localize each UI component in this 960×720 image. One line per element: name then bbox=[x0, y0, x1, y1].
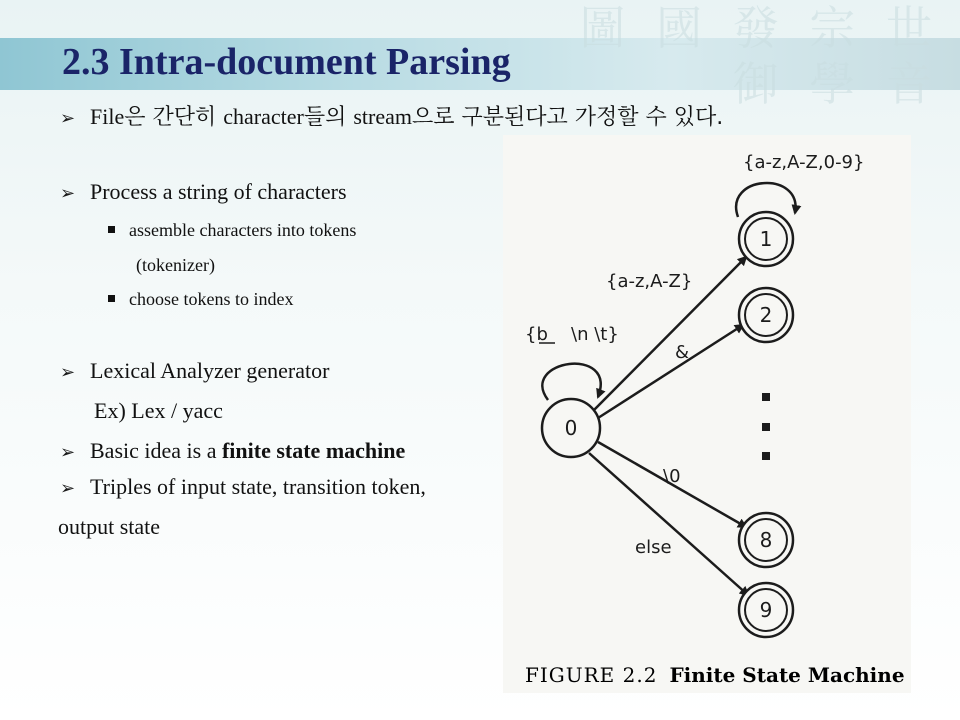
fsm-state-9 bbox=[739, 583, 793, 637]
bullet-text-bold: finite state machine bbox=[221, 438, 406, 463]
fsm-state-8 bbox=[739, 513, 793, 567]
bullet-text: File bbox=[90, 104, 125, 129]
slide-title: 2.3 Intra-document Parsing bbox=[62, 41, 511, 83]
bullet-lexical-cont bbox=[94, 398, 223, 424]
figure-caption-main: Finite State Machine bbox=[669, 663, 905, 687]
ellipsis-dot bbox=[762, 423, 770, 431]
sub-bullet-assemble bbox=[108, 220, 356, 241]
arrow-bullet-icon: ➢ bbox=[60, 108, 76, 129]
bullet-text-ko: 은 간단히 bbox=[124, 105, 224, 130]
figure-caption-lead: FIGURE 2.2 bbox=[525, 663, 658, 687]
arrow-bullet-icon: ➢ bbox=[60, 442, 76, 463]
bullet-triples-cont bbox=[58, 514, 160, 540]
fsm-state-label: 8 bbox=[759, 528, 773, 552]
fsm-state-0 bbox=[542, 399, 600, 457]
fsm-label-edge-9: else bbox=[635, 537, 672, 558]
fsm-state-label: 2 bbox=[759, 303, 773, 327]
bullet-triples bbox=[60, 474, 426, 500]
arrow-bullet-icon: ➢ bbox=[60, 183, 76, 204]
sub-bullet-text: (tokenizer) bbox=[136, 255, 215, 275]
fsm-edge-0-2 bbox=[598, 325, 743, 418]
square-bullet-icon bbox=[108, 226, 115, 233]
ellipsis-dot bbox=[762, 393, 770, 401]
arrow-bullet-icon: ➢ bbox=[60, 478, 76, 499]
ellipsis-dot bbox=[762, 452, 770, 460]
fsm-state-label: 9 bbox=[759, 598, 773, 622]
sub-bullet-assemble-cont bbox=[136, 255, 215, 276]
watermark-hanja: 圖 國 發 宗 世 御 學 音 bbox=[579, 1, 940, 111]
fsm-figure bbox=[503, 135, 911, 693]
square-bullet-icon bbox=[108, 295, 115, 302]
fsm-diagram bbox=[503, 135, 911, 693]
sub-bullet-text: choose tokens to index bbox=[129, 289, 294, 309]
fsm-label-loop-zero-b: {b bbox=[525, 324, 548, 345]
bullet-text: output state bbox=[58, 514, 161, 539]
figure-caption bbox=[525, 663, 905, 687]
fsm-state-2 bbox=[739, 288, 793, 342]
bullet-process-string bbox=[60, 179, 347, 205]
fsm-loop-state-0 bbox=[542, 364, 600, 400]
bullet-text-ko: 들의 bbox=[303, 105, 354, 130]
bullet-text: Ex) Lex / yacc bbox=[94, 398, 223, 423]
bullet-file-stream bbox=[60, 100, 723, 131]
bullet-text-ko: 으로 구분된다고 가정할 수 있다. bbox=[411, 105, 724, 130]
bullet-lexical bbox=[60, 358, 329, 384]
fsm-label-loop-top: {a-z,A-Z,0-9} bbox=[743, 152, 865, 173]
fsm-state-label: 0 bbox=[564, 416, 578, 440]
bullet-basic-idea bbox=[60, 438, 405, 464]
sub-bullet-text: assemble characters into tokens bbox=[129, 220, 357, 240]
bullet-text: character bbox=[223, 104, 304, 129]
arrow-bullet-icon: ➢ bbox=[60, 362, 76, 383]
fsm-label-edge-8: \0 bbox=[663, 466, 681, 487]
fsm-label-edge-2: & bbox=[675, 342, 690, 363]
bullet-text: Triples of input state, transition token, bbox=[90, 474, 426, 499]
fsm-label-edge-1: {a-z,A-Z} bbox=[606, 271, 693, 292]
bullet-text: Process a string of characters bbox=[90, 179, 347, 204]
fsm-label-loop-zero-rest: \n \t} bbox=[571, 324, 619, 345]
sub-bullet-choose bbox=[108, 289, 293, 310]
fsm-state-1 bbox=[739, 212, 793, 266]
bullet-text: Lexical Analyzer generator bbox=[90, 358, 330, 383]
bullet-text: Basic idea is a bbox=[90, 438, 222, 463]
bullet-text: stream bbox=[353, 104, 412, 129]
fsm-state-label: 1 bbox=[759, 227, 773, 251]
